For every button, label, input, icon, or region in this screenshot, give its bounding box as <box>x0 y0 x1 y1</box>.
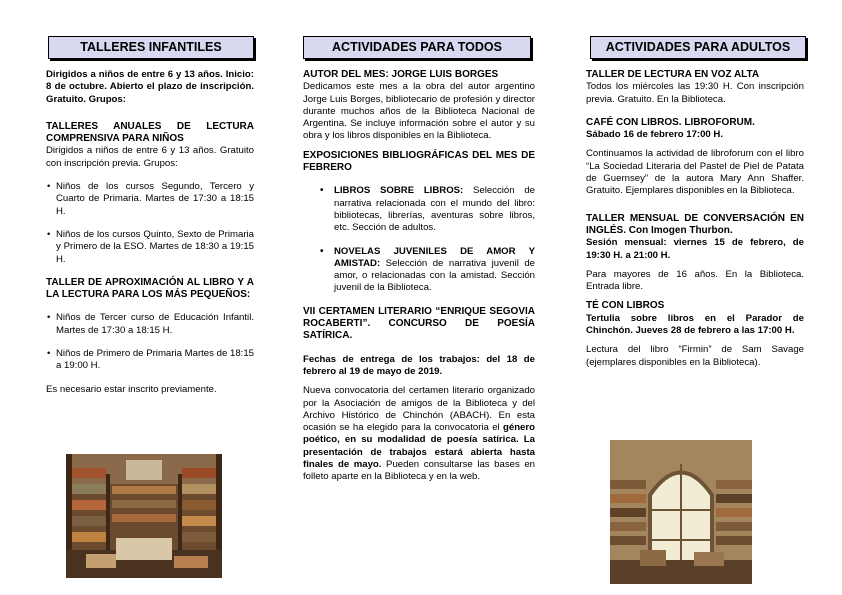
list-item-libros-sobre-libros <box>303 185 535 234</box>
certamen-text <box>303 385 535 483</box>
section-title-te-con-libros: TÉ CON LIBROS <box>586 300 665 312</box>
group-list-1 <box>46 181 254 266</box>
library-illustration <box>66 454 222 578</box>
window-books-photo <box>610 440 752 584</box>
certamen-text-d: Pueden consultarse las bases en folleto aparte en la Biblioteca y en la web. <box>303 459 535 483</box>
te-con-libros-sub: Tertulia sobre libros en el Parador de Chinchón. Jueves 28 de febrero a las 17:00 H. <box>586 312 804 337</box>
list-item: • Niños de Primero de Primaria Martes de 18:15 a 19:00 H. <box>46 348 254 373</box>
item-label: NOVELAS JUVENILES DE AMOR Y AMISTAD: <box>334 245 535 269</box>
exposiciones-list <box>303 185 535 294</box>
section-title-lectura-comprensiva: TALLERES ANUALES DE LECTURA COMPRENSIVA PARA NIÑOS <box>46 120 254 145</box>
heading-actividades-adultos: ACTIVIDADES PARA ADULTOS <box>590 36 806 59</box>
section-text-lectura-comprensiva: Dirigidos a niños de entre 6 y 13 años. Gratuito con inscripción previa. Grupos: <box>46 145 254 169</box>
section-title-cafe-con-libros: CAFÉ CON LIBROS. LIBROFORUM. <box>586 116 755 128</box>
heading-actividades-todos: ACTIVIDADES PARA TODOS <box>303 36 531 59</box>
conversacion-session: Sesión mensual: viernes 15 de febrero, de 19:30 H. a 21:00 H. <box>586 237 804 261</box>
column-actividades-todos <box>303 36 535 484</box>
list-item-novelas-juveniles <box>303 246 535 295</box>
section-title-lectura-voz-alta: TALLER DE LECTURA EN VOZ ALTA <box>586 69 760 80</box>
list-item: • Niños de los cursos Segundo, Tercero y Cuarto de Primaria. Martes de 17:30 a 18:15 H. <box>46 181 254 218</box>
section-title-certamen: VII CERTAMEN LITERARIO “ENRIQUE SEGOVIA ROCABERTI”. CONCURSO DE POESÍA SATÍRICA. <box>303 305 535 342</box>
certamen-text-c: La presentación de trabajos estará abierta hasta finales de mayo. <box>303 434 535 471</box>
section-text-autor-del-mes: Dedicamos este mes a la obra del autor argentino Jorge Luis Borges, bibliotecario de profesión y director durante muchos años de la Biblioteca Nacional de Argentina. Se incluye información sobre el autor y su obra y los libros disponibles en la Biblioteca. <box>303 81 535 142</box>
intro-text: Dirigidos a niños de entre 6 y 13 años. Inicio: 8 de octubre. Abierto el plazo de inscripción. Gratuito. Grupos: <box>46 69 254 105</box>
column-actividades-adultos <box>586 36 804 369</box>
section-text-lectura-voz-alta: Todos los miércoles las 19:30 H. Con inscripción previa. Gratuito. En la Biblioteca. <box>586 81 804 105</box>
section-title-exposiciones: EXPOSICIONES BIBLIOGRÁFICAS DEL MES DE FEBRERO <box>303 149 535 174</box>
window-illustration <box>610 440 752 584</box>
item-label: LIBROS SOBRE LIBROS: <box>334 185 464 197</box>
list-item: • Niños de Tercer curso de Educación Infantil. Martes de 17:30 a 18:15 H. <box>46 312 254 337</box>
column-talleres-infantiles <box>46 36 254 396</box>
inscription-note: Es necesario estar inscrito previamente. <box>46 383 217 395</box>
heading-talleres-infantiles: TALLERES INFANTILES <box>48 36 254 59</box>
section-text-conversacion-ingles: Para mayores de 16 años. En la Biblioteca. Entrada libre. <box>586 268 804 293</box>
certamen-dates: Fechas de entrega de los trabajos: del 18 de febrero al 19 de mayo de 2019. <box>303 353 535 377</box>
section-title-aproximacion: TALLER DE APROXIMACIÓN AL LIBRO Y A LA LECTURA PARA LOS MÁS PEQUEÑOS: <box>46 276 254 301</box>
section-text-cafe-con-libros: Continuamos la actividad de libroforum con el libro “La Sociedad Literaria del Pastel de Piel de Patata de Guernsey” de la autora Mary Ann Shaffer. Gratuito. Ejemplares disponibles en la Biblioteca. <box>586 148 804 197</box>
section-text-te-con-libros: Lectura del libro “Firmin” de Sam Savage (ejemplares disponibles en la Biblioteca). <box>586 344 804 368</box>
group-list-2 <box>46 312 254 372</box>
section-title-autor-del-mes: AUTOR DEL MES: JORGE LUIS BORGES <box>303 69 499 80</box>
certamen-text-a: Nueva convocatoria del certamen literario organizado por la Asociación de amigos de la Biblioteca y del Archivo Histórico de Chinchón (ABACH). En esta ocasión se ha elegido para la convocatoria el <box>303 385 535 434</box>
library-bookshelves-photo <box>66 454 222 578</box>
item-text: Selección de narrativa juvenil de amor, o relacionadas con la amistad. Sección juvenil de la Biblioteca. <box>334 257 535 294</box>
section-title-conversacion-ingles: TALLER MENSUAL DE CONVERSACIÓN EN INGLÉS. Con Imogen Thurbon. <box>586 212 804 236</box>
certamen-text-b: género poético, en su modalidad de poesía satírica. <box>303 422 535 446</box>
list-item: • Niños de los cursos Quinto, Sexto de Primaria y Primero de la ESO. Martes de 18:30 a 19:15 H. <box>46 229 254 266</box>
cafe-date: Sábado 16 de febrero 17:00 H. <box>586 129 724 141</box>
item-text: Selección de narrativa relacionada con el mundo del libro: bibliotecas, librerías, aventuras sobre libros, etc. Sección de adultos. <box>334 185 535 234</box>
